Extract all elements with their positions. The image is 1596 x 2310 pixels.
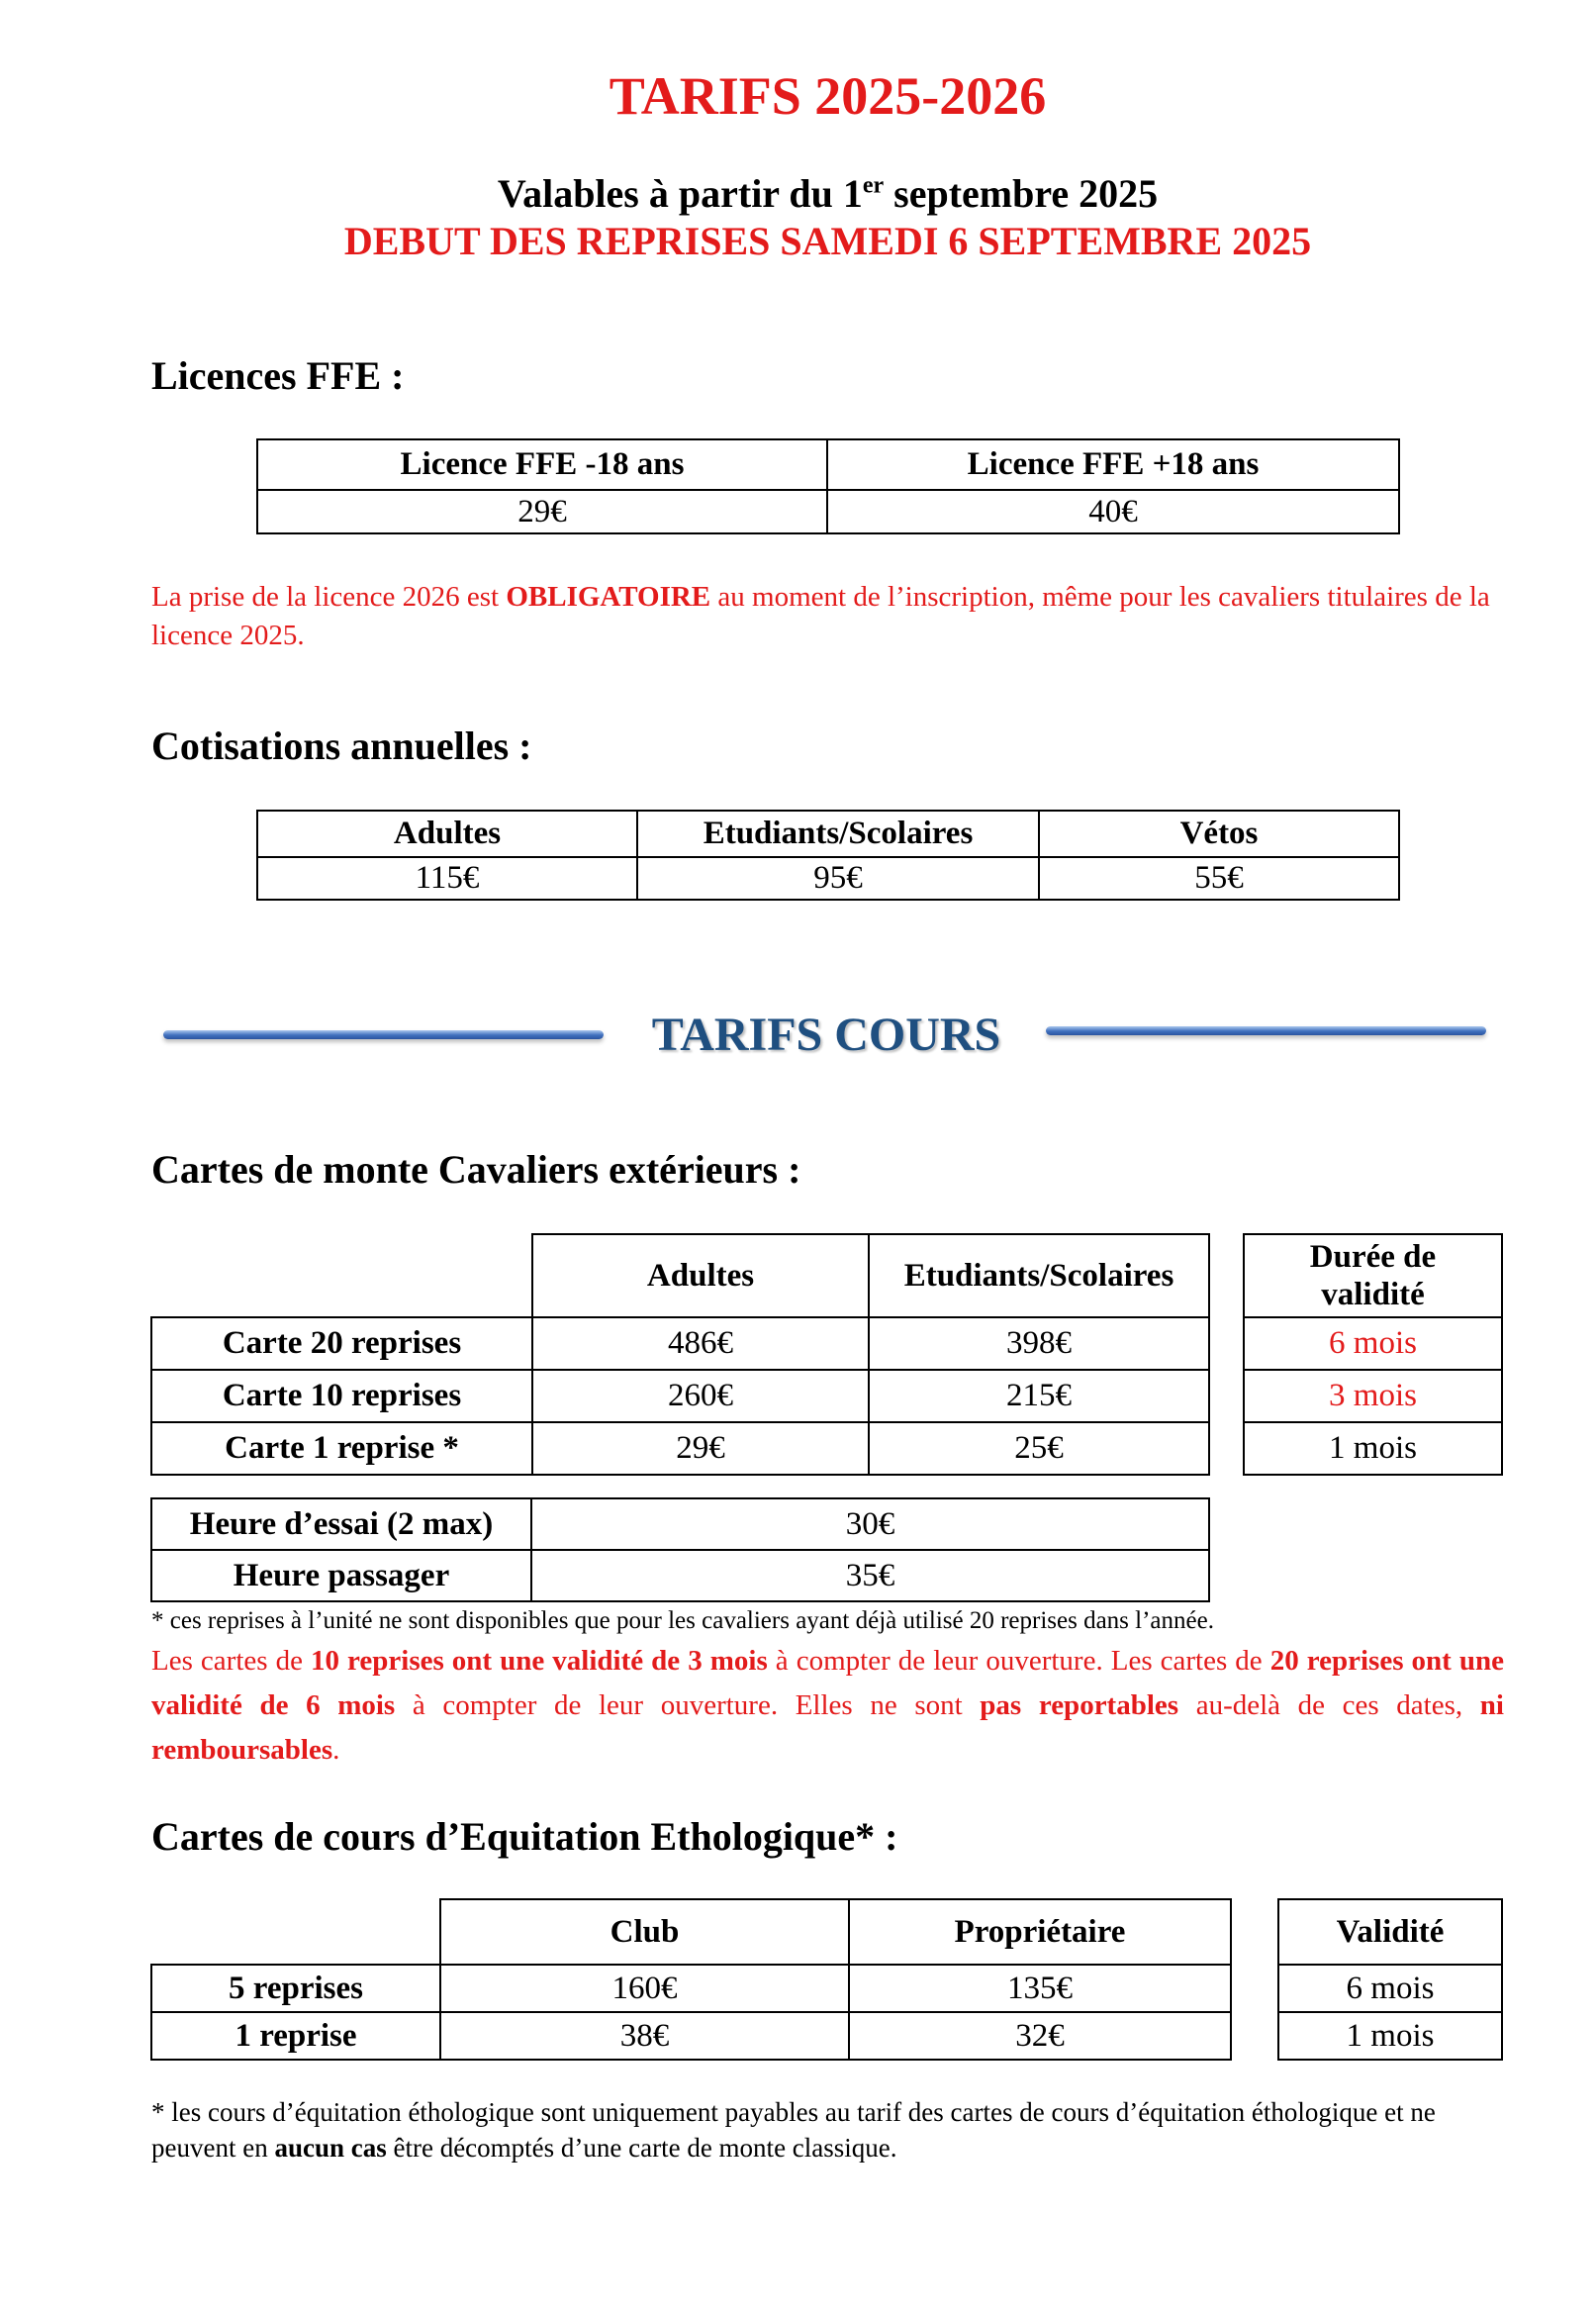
etho-1-club: 38€ <box>440 2012 849 2060</box>
note-bold: OBLIGATOIRE <box>506 581 711 613</box>
licences-table <box>256 438 1400 534</box>
validity-sup: er <box>862 172 885 199</box>
note-text: être décomptés d’une carte de monte classique. <box>386 2133 897 2163</box>
heading-rule-right <box>1046 1026 1486 1035</box>
ethologique-footnote <box>151 2094 1504 2166</box>
note-bold: pas reportables <box>980 1689 1179 1721</box>
carte-20-adultes: 486€ <box>532 1317 869 1370</box>
validity-suffix: septembre 2025 <box>884 171 1159 216</box>
carte-10-adultes: 260€ <box>532 1370 869 1422</box>
licences-price-under-18: 29€ <box>257 490 827 533</box>
validite-header: Validité <box>1278 1899 1502 1965</box>
ethologique-title: Cartes de cours d’Equitation Ethologique* : <box>151 1814 898 1859</box>
cotisations-header-vetos: Vétos <box>1039 811 1399 857</box>
duree-1-reprise: 1 mois <box>1244 1422 1502 1475</box>
licence-mandatory-note <box>151 578 1504 655</box>
tarifs-cours-heading: TARIFS COURS <box>651 1009 1001 1061</box>
duree-header <box>1244 1234 1502 1317</box>
etho-5-club: 160€ <box>440 1965 849 2012</box>
note-text: au moment de l’inscription, même pour les cavaliers titulaires de la licence 2025. <box>151 581 1490 651</box>
note-bold: 20 reprises ont une validité de 6 mois <box>151 1645 1504 1721</box>
ethologique-header-club: Club <box>440 1899 849 1965</box>
carte-10-etudiants: 215€ <box>869 1370 1209 1422</box>
duree-header-line: Durée de <box>1309 1239 1437 1275</box>
licences-title: Licences FFE : <box>151 353 405 398</box>
duree-validite-table <box>1243 1233 1503 1476</box>
cotisations-header-adultes: Adultes <box>257 811 637 857</box>
unit-reprise-footnote: * ces reprises à l’unité ne sont disponibles que pour les cavaliers ayant déjà utilisé 20 reprises dans l’année. <box>151 1607 1214 1634</box>
heading-rule-left <box>163 1030 604 1039</box>
note-bold: 10 reprises ont une validité de 3 mois <box>311 1645 768 1677</box>
cotisations-price-adultes: 115€ <box>257 857 637 900</box>
carte-1-adultes: 29€ <box>532 1422 869 1475</box>
note-text: au-delà de ces dates, <box>1178 1689 1480 1721</box>
licences-price-over-18: 40€ <box>827 490 1399 533</box>
cartes-header-etudiants: Etudiants/Scolaires <box>869 1234 1209 1317</box>
cartes-monte-title: Cartes de monte Cavaliers extérieurs : <box>151 1147 801 1192</box>
duree-10-reprises: 3 mois <box>1244 1370 1502 1422</box>
note-text: Les cartes de <box>151 1645 311 1677</box>
cotisations-header-etudiants: Etudiants/Scolaires <box>637 811 1039 857</box>
carte-1-etudiants: 25€ <box>869 1422 1209 1475</box>
note-text: La prise de la licence 2026 est <box>151 581 507 613</box>
cartes-header-adultes: Adultes <box>532 1234 869 1317</box>
note-text: * les cours d’équitation éthologique sont uniquement payables au tarif des cartes de cours d’équitation éthologique et ne peuvent en <box>151 2097 1436 2163</box>
note-bold: ni remboursables <box>151 1689 1504 1766</box>
carte-20-label: Carte 20 reprises <box>151 1317 532 1370</box>
duree-header-line: validité <box>1321 1277 1425 1312</box>
passager-price: 35€ <box>531 1550 1209 1601</box>
licences-header-under-18: Licence FFE -18 ans <box>257 439 827 490</box>
note-bold: aucun cas <box>274 2133 387 2163</box>
validity-note <box>151 1639 1504 1773</box>
page-title: TARIFS 2025-2026 <box>609 66 1047 126</box>
cotisations-price-etudiants: 95€ <box>637 857 1039 900</box>
licences-header-over-18: Licence FFE +18 ans <box>827 439 1399 490</box>
validity-prefix: Valables à partir du 1 <box>497 171 863 216</box>
carte-20-etudiants: 398€ <box>869 1317 1209 1370</box>
etho-1-reprise-label: 1 reprise <box>151 2012 440 2060</box>
passager-label: Heure passager <box>151 1550 531 1601</box>
cotisations-table <box>256 810 1400 901</box>
note-text: à compter de leur ouverture. Les cartes de <box>767 1645 1270 1677</box>
etho-5-proprietaire: 135€ <box>849 1965 1231 2012</box>
ethologique-header-proprietaire: Propriétaire <box>849 1899 1231 1965</box>
start-date-line: DEBUT DES REPRISES SAMEDI 6 SEPTEMBRE 2025 <box>343 219 1312 263</box>
empty-corner-cell <box>151 1234 532 1317</box>
etho-1-proprietaire: 32€ <box>849 2012 1231 2060</box>
carte-10-label: Carte 10 reprises <box>151 1370 532 1422</box>
cotisations-title: Cotisations annuelles : <box>151 723 532 768</box>
ethologique-validite-table <box>1277 1898 1503 2061</box>
empty-corner-cell <box>151 1899 440 1965</box>
duree-20-reprises: 6 mois <box>1244 1317 1502 1370</box>
carte-1-label: Carte 1 reprise * <box>151 1422 532 1475</box>
etho-validite-5: 6 mois <box>1278 1965 1502 2012</box>
note-text: à compter de leur ouverture. Elles ne sont <box>395 1689 981 1721</box>
essai-label: Heure d’essai (2 max) <box>151 1498 531 1550</box>
etho-validite-1: 1 mois <box>1278 2012 1502 2060</box>
ethologique-table <box>150 1898 1232 2061</box>
etho-5-reprises-label: 5 reprises <box>151 1965 440 2012</box>
essai-table <box>150 1497 1210 1602</box>
note-text: . <box>332 1734 340 1766</box>
cotisations-price-vetos: 55€ <box>1039 857 1399 900</box>
essai-price: 30€ <box>531 1498 1209 1550</box>
validity-date-line <box>0 170 1596 217</box>
cartes-monte-table <box>150 1233 1210 1476</box>
